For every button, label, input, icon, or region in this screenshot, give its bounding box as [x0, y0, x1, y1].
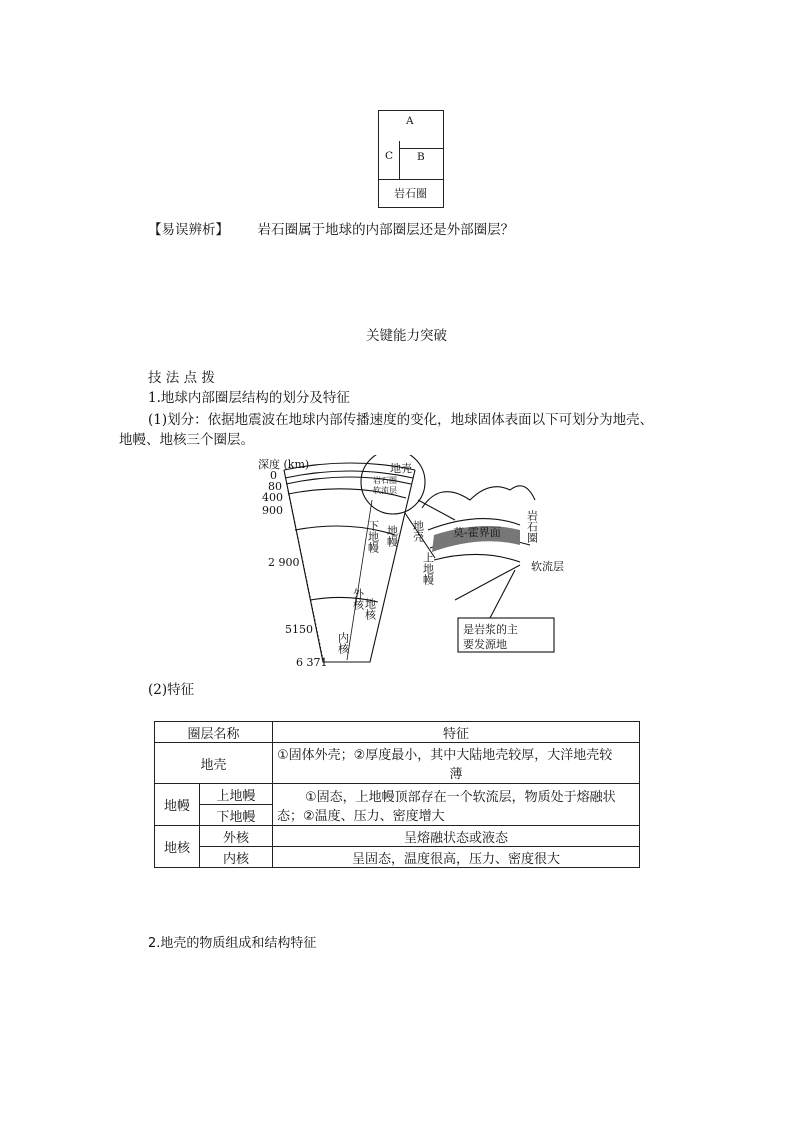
label-c: C	[385, 150, 394, 162]
core-name: 地核	[155, 826, 200, 868]
header-feature: 特征	[273, 722, 640, 743]
mantle-feature-line2: 态；②温度、压力、密度增大	[277, 808, 445, 824]
table-row	[155, 826, 640, 847]
mantle-name: 地幔	[155, 784, 200, 826]
lithosphere-small: 岩石圈	[373, 476, 397, 485]
division-line2: 地幔、地核三个圈层。	[119, 432, 254, 448]
error-analysis-question: 岩石圈属于地球的内部圈层还是外部圈层？	[257, 222, 515, 238]
outer-core-feature: 呈熔融状态或液态	[273, 826, 640, 847]
label-lithosphere: 岩石圈	[394, 187, 427, 200]
skills-heading: 技 法 点 拨	[148, 370, 215, 386]
depth-label: 深度 (km)	[258, 458, 310, 471]
crust-name: 地壳	[155, 743, 273, 784]
mantle-feature	[273, 784, 640, 826]
lower-mantle-name: 下地幔	[200, 805, 273, 826]
table-row	[155, 784, 640, 805]
table-row	[155, 847, 640, 868]
depth-80: 80	[268, 480, 282, 493]
magma-note-line2: 要发源地	[463, 638, 507, 651]
inner-core-label: 内核	[336, 632, 350, 654]
crust-label: 地壳	[390, 462, 412, 475]
crust-feature	[273, 743, 640, 784]
spheres-box-diagram	[378, 110, 444, 208]
table-row	[155, 743, 640, 784]
item1-title: 1.地球内部圈层结构的划分及特征	[148, 390, 350, 406]
depth-6371: 6 371	[296, 656, 328, 669]
depth-900: 900	[262, 504, 283, 517]
earth-interior-diagram	[250, 455, 580, 670]
mantle-feature-line1: ①固态，上地幔顶部存在一个软流层，物质处于熔融状	[305, 789, 616, 805]
features-subtitle: (2)特征	[148, 682, 195, 698]
error-analysis	[148, 220, 514, 240]
division-line1: (1)划分：依据地震波在地球内部传播速度的变化，地球固体表面以下可划分为地壳、	[148, 412, 654, 428]
inner-core-name: 内核	[200, 847, 273, 868]
error-analysis-tag: 【易误辨析】	[148, 222, 229, 238]
section-title: 关键能力突破	[366, 328, 447, 344]
crust-feature-line1: ①固体外壳；②厚度最小，其中大陆地壳较厚，大洋地壳较	[277, 748, 613, 763]
depth-400: 400	[262, 491, 283, 504]
label-b: B	[417, 151, 425, 163]
depth-0: 0	[270, 469, 277, 482]
inner-core-feature: 呈固态，温度很高，压力、密度很大	[273, 847, 640, 868]
outer-core-name: 外核	[200, 826, 273, 847]
lower-mantle-label: 下地幔	[366, 520, 380, 553]
header-name: 圈层名称	[155, 722, 273, 743]
moho-label: 莫-霍界面	[453, 526, 501, 539]
item2-title: 2.地壳的物质组成和结构特征	[148, 936, 317, 951]
asthenosphere-zoom-label: 软流层	[531, 560, 564, 573]
mantle-label: 地幔	[385, 525, 399, 547]
upper-mantle-name: 上地幔	[200, 784, 273, 805]
depth-2900: 2 900	[268, 556, 300, 569]
depth-5150: 5150	[285, 623, 313, 636]
core-label: 地核	[363, 598, 377, 620]
magma-note-line1: 是岩浆的主	[463, 623, 518, 636]
asthenosphere-small: 软流层	[373, 486, 397, 495]
outer-core-label: 外核	[351, 588, 365, 610]
label-a: A	[406, 115, 414, 127]
table-header-row	[155, 722, 640, 743]
crust-zoom-label: 地壳	[411, 520, 425, 542]
crust-feature-line2: 薄	[449, 767, 463, 782]
upper-mantle-zoom-label: 上地幔	[421, 552, 435, 585]
layers-feature-table	[154, 721, 640, 868]
lithosphere-zoom-label: 岩石圈	[525, 510, 539, 543]
